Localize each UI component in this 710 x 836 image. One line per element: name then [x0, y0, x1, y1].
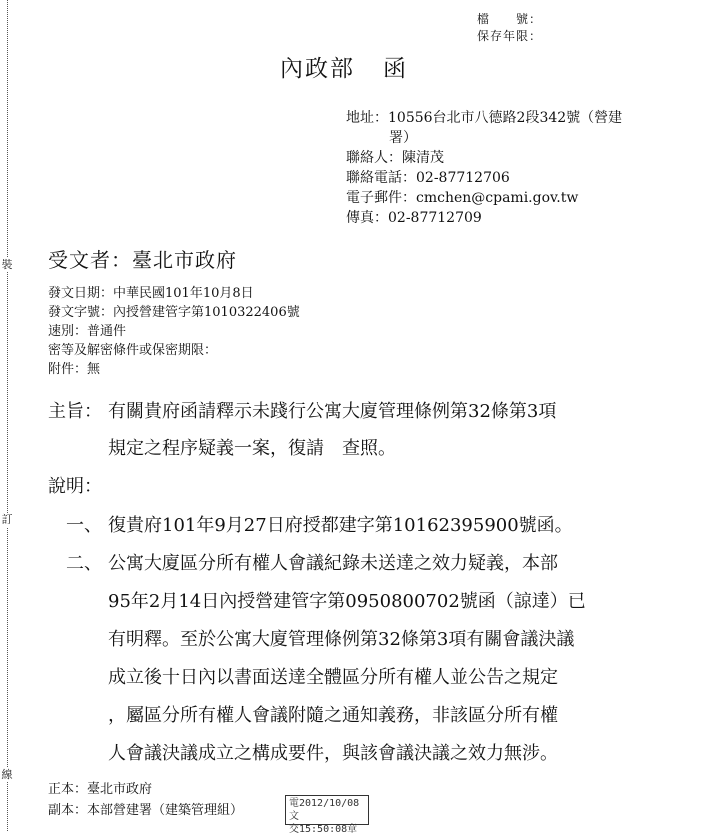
item2-line: 有明釋。至於公寓大廈管理條例第32條第3項有關會議決議 — [108, 629, 575, 650]
stamp-line2: 交15:50:08章 — [289, 824, 358, 835]
copy-recipient: 副本：本部營建署（建築管理組） — [48, 803, 244, 818]
binding-margin-line — [7, 0, 8, 831]
recipient: 受文者：臺北市政府 — [48, 248, 237, 272]
document-title — [280, 50, 408, 83]
sender-email: 電子郵件：cmchen@cpami.gov.tw — [346, 190, 579, 206]
subject-label: 主旨： — [48, 401, 102, 422]
original-recipient: 正本：臺北市政府 — [48, 782, 153, 797]
sender-address-line1: 地址：10556台北市八德路2段342號（營建 — [346, 110, 623, 126]
item2-line: 公寓大廈區分所有權人會議紀錄未送達之效力疑義，本部 — [108, 553, 558, 574]
sender-address-line2: 署） — [389, 130, 417, 146]
item2-number: 二、 — [66, 553, 102, 574]
sender-phone: 聯絡電話：02-87712706 — [346, 170, 510, 186]
item2-line: 95年2月14日內授營建管字第0950800702號函（諒達）已 — [108, 591, 586, 612]
electronic-exchange-stamp — [285, 795, 369, 835]
item1-text: 復貴府101年9月27日府授都建字第10162395900號函。 — [108, 515, 573, 536]
sender-fax: 傳真：02-87712709 — [346, 210, 482, 226]
sender-contact: 聯絡人：陳清茂 — [346, 150, 444, 166]
item2-line: 人會議決議成立之構成要件，與該會議決議之效力無涉。 — [108, 743, 558, 764]
item2-line: 成立後十日內以書面送達全體區分所有權人並公告之規定 — [108, 667, 558, 688]
stamp-line1: 電2012/10/08文 — [289, 798, 360, 822]
file-number-label: 檔 號： — [476, 12, 542, 26]
document-number: 發文字號：內授營建管字第1010322406號 — [48, 305, 300, 320]
item2-line: ，屬區分所有權人會議附隨之通知義務，非該區分所有權 — [108, 705, 558, 726]
binding-char-zhuang: 裝 — [1, 258, 13, 271]
subject-line2: 規定之程序疑義一案，復請 查照。 — [108, 438, 396, 459]
binding-char-ding: 訂 — [1, 513, 13, 526]
binding-char-xian: 線 — [1, 768, 13, 781]
secrecy-level: 密等及解密條件或保密期限： — [48, 343, 218, 358]
attachment: 附件：無 — [48, 362, 101, 377]
item1-number: 一、 — [66, 515, 102, 536]
title-type: 函 — [383, 56, 408, 82]
issue-date: 發文日期：中華民國101年10月8日 — [48, 286, 254, 301]
delivery-speed: 速別：普通件 — [48, 324, 127, 339]
explanation-label: 說明： — [48, 476, 102, 497]
subject-line1: 有關貴府函請釋示未踐行公寓大廈管理條例第32條第3項 — [108, 401, 557, 422]
title-org: 內政部 — [280, 56, 355, 82]
retention-period-label: 保存年限： — [476, 29, 542, 43]
